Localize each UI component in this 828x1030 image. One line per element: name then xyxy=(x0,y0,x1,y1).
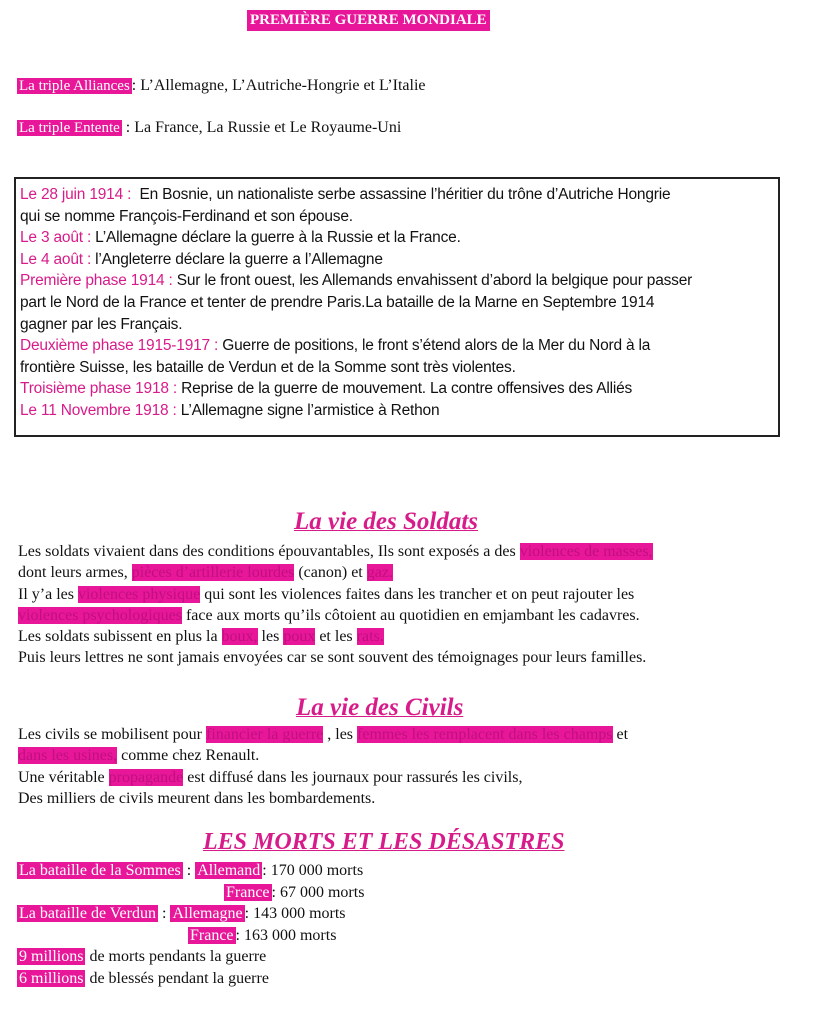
text: Des milliers de civils meurent dans les bombardements. xyxy=(18,789,376,807)
text: qui sont les violences faites dans les trancher et on peut rajouter les xyxy=(200,585,635,603)
timeline-text: Guerre de positions, le front s’étend alors de la Mer du Nord à la xyxy=(222,337,651,355)
timeline-date: Le 28 juin 1914 : xyxy=(20,186,132,203)
text: Puis leurs lettres ne sont jamais envoyées car se sont souvent des témoignages pour leurs familles. xyxy=(18,649,647,667)
alliance-text: : L’Allemagne, L’Autriche-Hongrie et L’Italie xyxy=(131,77,426,94)
timeline-date: Le 3 août : xyxy=(20,229,92,247)
text: les xyxy=(257,628,284,646)
highlight: pièces d’artillerie lourdes xyxy=(131,564,295,582)
somme-france-row xyxy=(224,884,364,902)
death-count: : 143 000 morts xyxy=(244,905,346,922)
text: et xyxy=(612,726,629,743)
highlight: boux, xyxy=(221,628,258,646)
somme-row xyxy=(17,862,363,880)
entente-text: : La France, La Russie et Le Royaume-Uni xyxy=(125,119,402,136)
timeline-text: En Bosnie, un nationaliste serbe assassine l’héritier du trône d’Autriche Hongrie xyxy=(139,186,671,203)
highlight: rats. xyxy=(356,628,384,646)
highlight: gaz. xyxy=(366,564,393,582)
total-wounded-row xyxy=(17,970,269,988)
text: de morts pendants la guerre xyxy=(85,948,267,965)
soldiers-title: La vie des Soldats xyxy=(294,508,479,535)
timeline-text: Reprise de la guerre de mouvement. La contre offensives des Alliés xyxy=(181,380,633,398)
country-label: Allemagne xyxy=(172,905,243,922)
text: Les civils se mobilisent pour xyxy=(18,726,206,743)
total-dead-number: 9 millions xyxy=(19,948,84,965)
entente-row xyxy=(17,119,401,137)
timeline-text: L’Allemagne signe l’armistice à Rethon xyxy=(180,401,440,419)
entente-label: La triple Entente xyxy=(19,120,120,136)
text: , les xyxy=(323,726,358,743)
verdun-france-row xyxy=(188,927,336,945)
text: dont leurs armes, xyxy=(18,564,132,582)
timeline-box xyxy=(14,177,780,437)
timeline-date: Le 4 août : xyxy=(20,250,92,268)
timeline-text: qui se nomme François-Ferdinand et son épouse. xyxy=(20,207,353,225)
timeline-date: Le 11 Novembre 1918 : xyxy=(20,401,177,419)
death-count: : 163 000 morts xyxy=(235,927,337,944)
battle-label: La bataille de la Sommes xyxy=(19,862,181,879)
total-wounded-number: 6 millions xyxy=(19,970,84,987)
timeline-text: Sur le front ouest, les Allemands envahissent d’abord la belgique pour passer xyxy=(176,272,693,290)
death-count: : 67 000 morts xyxy=(271,884,365,901)
timeline-date: Deuxième phase 1915-1917 : xyxy=(20,337,219,355)
text: Une véritable xyxy=(18,768,109,786)
country-label: France xyxy=(226,884,270,901)
highlight: violences physique xyxy=(77,585,201,603)
civilians-paragraph xyxy=(18,724,628,809)
soldiers-paragraph xyxy=(18,541,653,669)
text: et les xyxy=(315,628,357,646)
deaths-title: LES MORTS ET LES DÉSASTRES xyxy=(203,829,565,855)
highlight: financier la guerre xyxy=(205,726,324,743)
battle-label: La bataille de Verdun xyxy=(19,905,156,922)
text: Les soldats vivaient dans des conditions épouvantables, Ils sont exposés a des xyxy=(18,543,520,560)
alliance-label: La triple Alliances xyxy=(19,78,130,94)
text: est diffusé dans les journaux pour rassurés les civils, xyxy=(183,768,523,786)
highlight: propagande xyxy=(108,768,184,786)
highlight: poux xyxy=(283,628,316,646)
timeline-text: frontière Suisse, les bataille de Verdun et de la Somme sont très violentes. xyxy=(20,358,516,376)
text: comme chez Renault. xyxy=(117,747,260,765)
highlight: violences psychologiques xyxy=(18,606,182,624)
separator: : xyxy=(186,862,192,879)
text: (canon) et xyxy=(294,564,367,582)
text: Il y’a les xyxy=(18,585,78,603)
highlight: femmes les remplacent dans les champs xyxy=(357,726,613,743)
separator: : xyxy=(161,905,167,922)
timeline-text: gagner par les Français. xyxy=(20,315,183,333)
total-dead-row xyxy=(17,948,266,966)
timeline-text: L’Allemagne déclare la guerre à la Russie et la France. xyxy=(95,229,461,247)
highlight: violences de masses, xyxy=(519,543,653,560)
text: de blessés pendant la guerre xyxy=(85,970,269,987)
alliance-row xyxy=(17,77,425,95)
timeline-date: Première phase 1914 : xyxy=(20,272,173,290)
timeline-date: Troisième phase 1918 : xyxy=(20,380,178,398)
country-label: France xyxy=(190,927,234,944)
timeline-text: part le Nord de la France et tenter de prendre Paris.La bataille de la Marne en Septembre 1914 xyxy=(20,293,655,311)
document-title: PREMIÈRE GUERRE MONDIALE xyxy=(247,10,490,31)
country-label: Allemand xyxy=(197,862,261,879)
text: face aux morts qu’ils côtoient au quotidien en emjambant les cadavres. xyxy=(181,606,640,624)
civilians-title: La vie des Civils xyxy=(296,694,464,721)
verdun-row xyxy=(17,905,346,923)
timeline-text: l’Angleterre déclare la guerre a l’Allemagne xyxy=(95,250,383,268)
text: Les soldats subissent en plus la xyxy=(18,628,222,646)
death-count: : 170 000 morts xyxy=(262,862,364,879)
highlight: dans les usines, xyxy=(18,747,118,765)
